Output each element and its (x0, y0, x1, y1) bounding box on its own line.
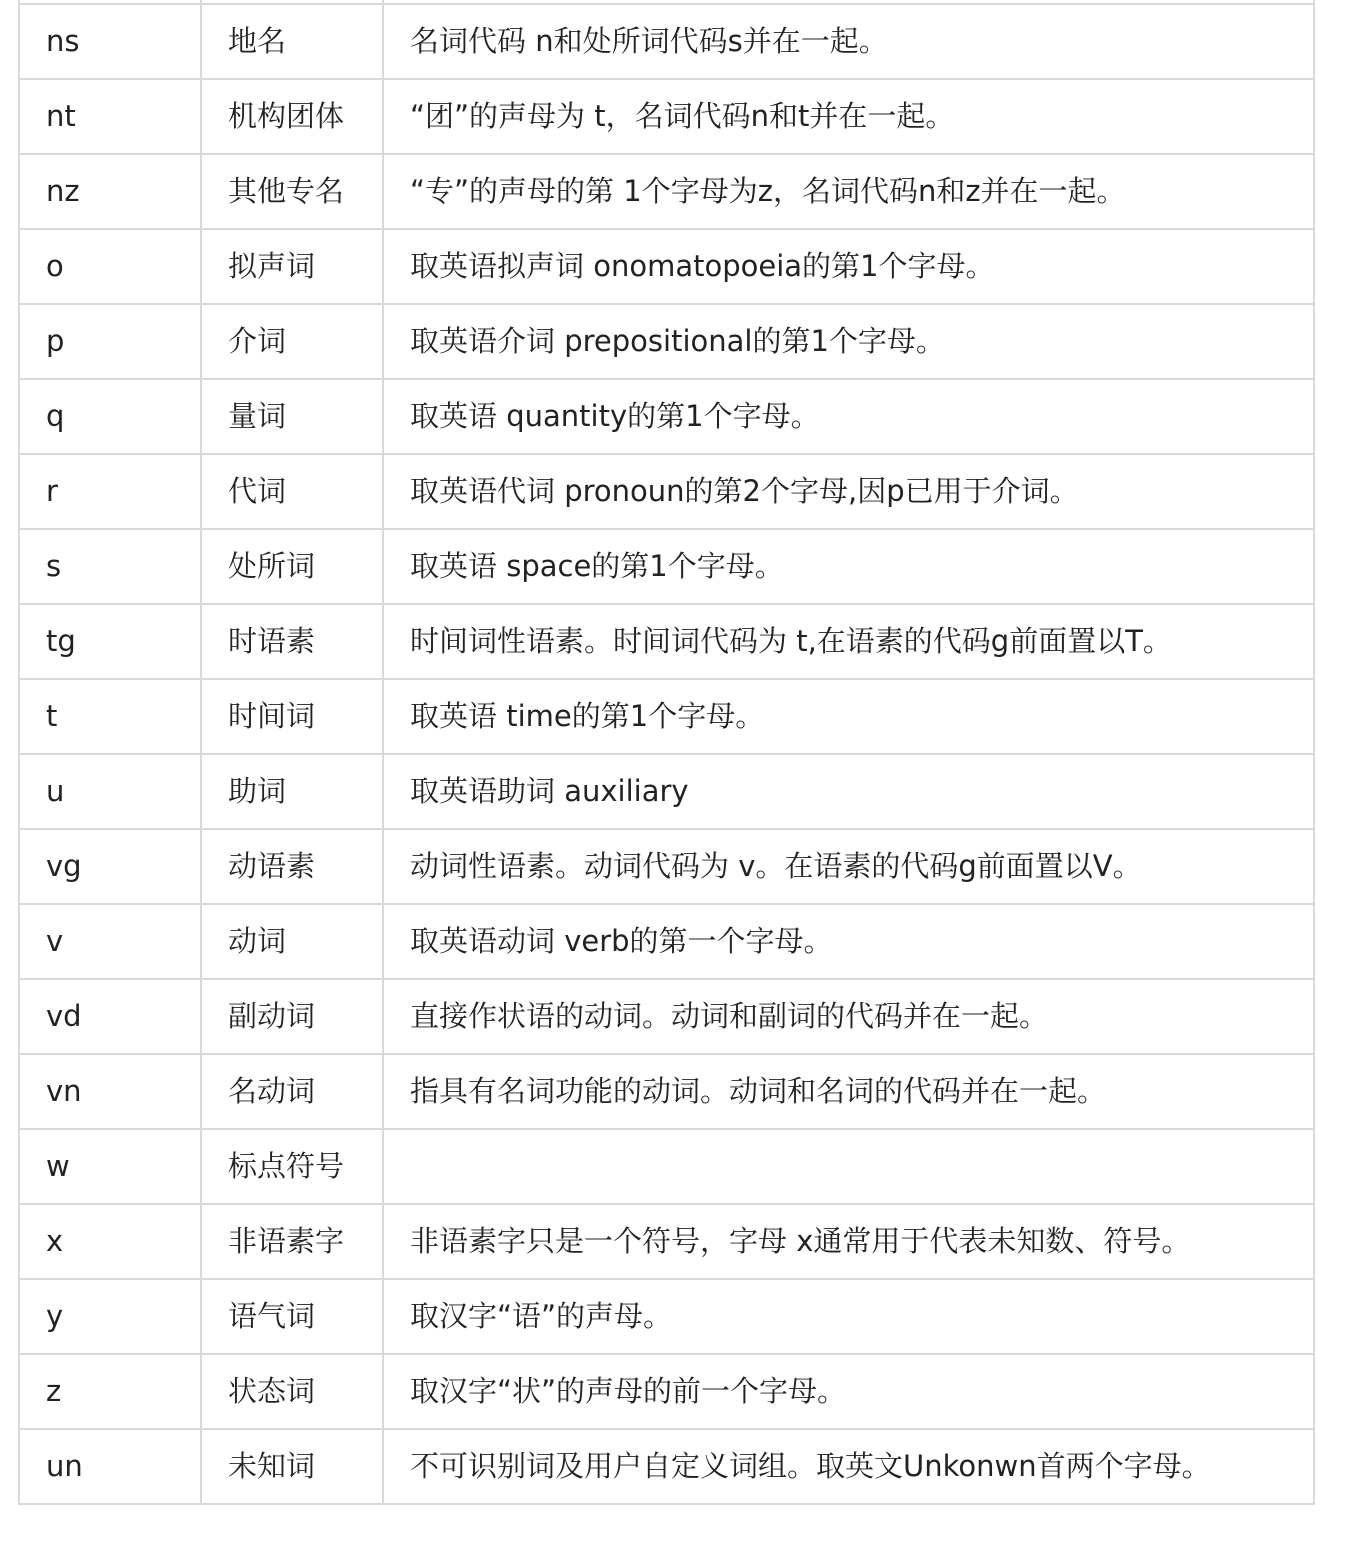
pos-desc-cell: 名词代码 n和处所词代码s并在一起。 (383, 4, 1314, 79)
pos-name-cell: 拟声词 (201, 229, 383, 304)
pos-code-cell: ns (19, 4, 201, 79)
table-row (19, 4, 1314, 79)
table-row (19, 529, 1314, 604)
pos-name-cell: 动词 (201, 904, 383, 979)
pos-name-cell: 量词 (201, 379, 383, 454)
table-row (19, 1429, 1314, 1504)
table-row (19, 1129, 1314, 1204)
table-body (19, 0, 1314, 1504)
pos-name-cell: 时语素 (201, 604, 383, 679)
pos-code-cell: vd (19, 979, 201, 1054)
pos-desc-cell: 取英语助词 auxiliary (383, 754, 1314, 829)
table-row (19, 229, 1314, 304)
pos-name-cell: 副动词 (201, 979, 383, 1054)
pos-desc-cell: 直接作状语的动词。动词和副词的代码并在一起。 (383, 979, 1314, 1054)
pos-desc-cell: 取英语 quantity的第1个字母。 (383, 379, 1314, 454)
pos-desc-cell: 取英语动词 verb的第一个字母。 (383, 904, 1314, 979)
pos-name-cell: 处所词 (201, 529, 383, 604)
table-row (19, 1279, 1314, 1354)
table-row (19, 1054, 1314, 1129)
pos-name-cell: 其他专名 (201, 154, 383, 229)
pos-desc-cell: “专”的声母的第 1个字母为z，名词代码n和z并在一起。 (383, 154, 1314, 229)
table-row (19, 904, 1314, 979)
table-row (19, 604, 1314, 679)
pos-code-cell: q (19, 379, 201, 454)
pos-desc-cell: 不可识别词及用户自定义词组。取英文Unkonwn首两个字母。 (383, 1429, 1314, 1504)
pos-name-cell: 未知词 (201, 1429, 383, 1504)
pos-name-cell: 时间词 (201, 679, 383, 754)
pos-tag-table (18, 0, 1315, 1505)
pos-desc-cell: 取英语 time的第1个字母。 (383, 679, 1314, 754)
pos-name-cell: 语气词 (201, 1279, 383, 1354)
pos-code-cell: nt (19, 79, 201, 154)
pos-code-cell: s (19, 529, 201, 604)
pos-desc-cell: 取英语 space的第1个字母。 (383, 529, 1314, 604)
pos-code-cell: z (19, 1354, 201, 1429)
table-row (19, 304, 1314, 379)
pos-name-cell: 地名 (201, 4, 383, 79)
pos-name-cell: 机构团体 (201, 79, 383, 154)
pos-code-cell: v (19, 904, 201, 979)
pos-name-cell: 介词 (201, 304, 383, 379)
pos-name-cell: 非语素字 (201, 1204, 383, 1279)
pos-code-cell: y (19, 1279, 201, 1354)
table-row (19, 1204, 1314, 1279)
pos-code-cell: u (19, 754, 201, 829)
table-row (19, 154, 1314, 229)
table-row (19, 754, 1314, 829)
table-row (19, 379, 1314, 454)
pos-desc-cell: 取汉字“状”的声母的前一个字母。 (383, 1354, 1314, 1429)
pos-name-cell: 助词 (201, 754, 383, 829)
pos-name-cell: 状态词 (201, 1354, 383, 1429)
pos-code-cell: t (19, 679, 201, 754)
pos-desc-cell: 指具有名词功能的动词。动词和名词的代码并在一起。 (383, 1054, 1314, 1129)
table-row (19, 979, 1314, 1054)
pos-code-cell: vg (19, 829, 201, 904)
pos-desc-cell: 非语素字只是一个符号，字母 x通常用于代表未知数、符号。 (383, 1204, 1314, 1279)
pos-desc-cell: 取英语代词 pronoun的第2个字母,因p已用于介词。 (383, 454, 1314, 529)
table-row (19, 829, 1314, 904)
pos-code-cell: x (19, 1204, 201, 1279)
pos-code-cell: un (19, 1429, 201, 1504)
pos-code-cell: nz (19, 154, 201, 229)
table-row (19, 79, 1314, 154)
pos-desc-cell: “团”的声母为 t，名词代码n和t并在一起。 (383, 79, 1314, 154)
pos-name-cell: 代词 (201, 454, 383, 529)
pos-code-cell: w (19, 1129, 201, 1204)
pos-name-cell: 动语素 (201, 829, 383, 904)
pos-desc-cell: 取汉字“语”的声母。 (383, 1279, 1314, 1354)
pos-tag-table-container (18, 0, 1313, 1505)
table-row (19, 679, 1314, 754)
pos-code-cell: p (19, 304, 201, 379)
pos-code-cell: r (19, 454, 201, 529)
table-row (19, 454, 1314, 529)
pos-desc-cell: 时间词性语素。时间词代码为 t,在语素的代码g前面置以T。 (383, 604, 1314, 679)
pos-code-cell: o (19, 229, 201, 304)
pos-desc-cell: 取英语拟声词 onomatopoeia的第1个字母。 (383, 229, 1314, 304)
pos-code-cell: tg (19, 604, 201, 679)
pos-name-cell: 名动词 (201, 1054, 383, 1129)
pos-name-cell: 标点符号 (201, 1129, 383, 1204)
pos-desc-cell (383, 1129, 1314, 1204)
pos-code-cell: vn (19, 1054, 201, 1129)
pos-desc-cell: 动词性语素。动词代码为 v。在语素的代码g前面置以V。 (383, 829, 1314, 904)
pos-desc-cell: 取英语介词 prepositional的第1个字母。 (383, 304, 1314, 379)
table-row (19, 1354, 1314, 1429)
